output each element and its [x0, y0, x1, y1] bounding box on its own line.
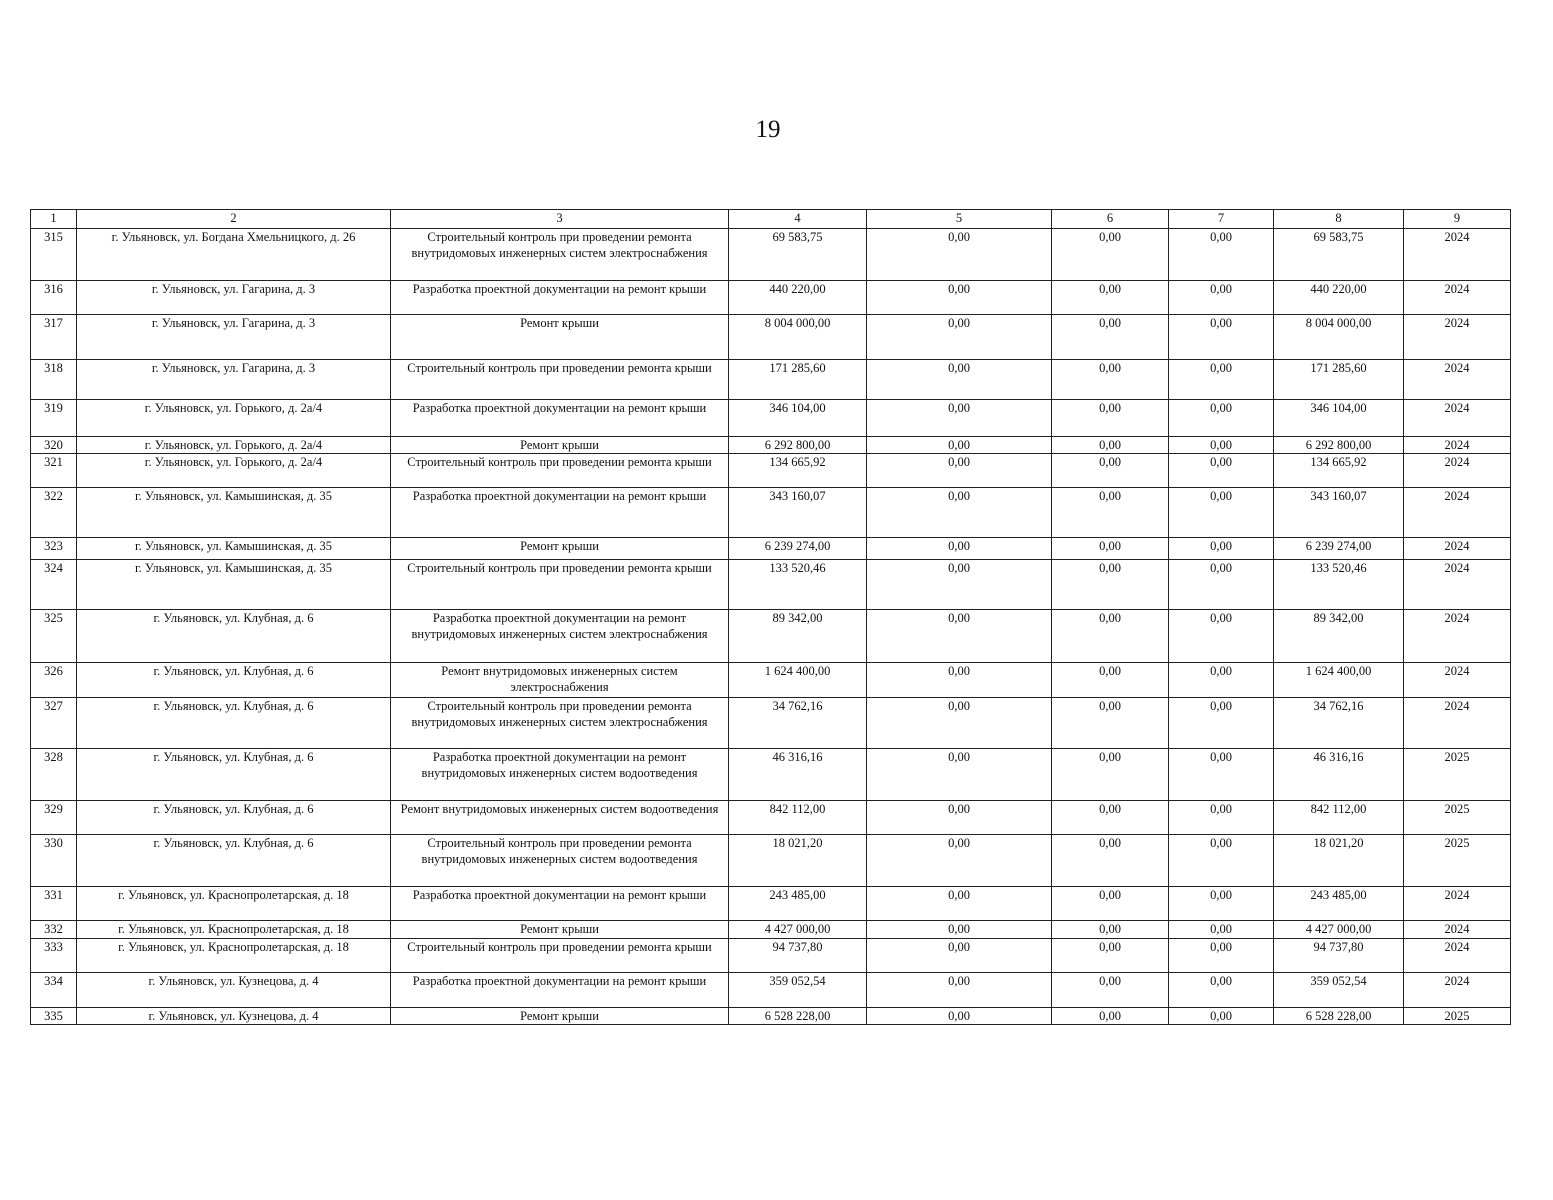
amount-col8-cell: 343 160,07 [1274, 488, 1404, 538]
amount-col4-cell: 1 624 400,00 [729, 663, 867, 698]
amount-col7-cell: 0,00 [1169, 887, 1274, 921]
table-row [31, 315, 1511, 360]
amount-col8-cell: 1 624 400,00 [1274, 663, 1404, 698]
address-cell: г. Ульяновск, ул. Горького, д. 2а/4 [77, 454, 391, 488]
address-cell: г. Ульяновск, ул. Богдана Хмельницкого, д. 26 [77, 229, 391, 281]
year-cell: 2025 [1404, 801, 1511, 835]
table-row [31, 663, 1511, 698]
year-cell: 2024 [1404, 400, 1511, 437]
row-number-cell: 332 [31, 921, 77, 939]
amount-col6-cell: 0,00 [1052, 360, 1169, 400]
amount-col7-cell: 0,00 [1169, 488, 1274, 538]
amount-col6-cell: 0,00 [1052, 400, 1169, 437]
table-row [31, 939, 1511, 973]
amount-col7-cell: 0,00 [1169, 663, 1274, 698]
amount-col6-cell: 0,00 [1052, 973, 1169, 1008]
table-row [31, 560, 1511, 610]
amount-col5-cell: 0,00 [867, 610, 1052, 663]
amount-col7-cell: 0,00 [1169, 801, 1274, 835]
work-type-cell: Строительный контроль при проведении ремонта крыши [391, 360, 729, 400]
address-cell: г. Ульяновск, ул. Кузнецова, д. 4 [77, 973, 391, 1008]
work-type-cell: Разработка проектной документации на ремонт крыши [391, 281, 729, 315]
amount-col5-cell: 0,00 [867, 281, 1052, 315]
amount-col8-cell: 4 427 000,00 [1274, 921, 1404, 939]
year-cell: 2024 [1404, 560, 1511, 610]
amount-col6-cell: 0,00 [1052, 939, 1169, 973]
amount-col4-cell: 343 160,07 [729, 488, 867, 538]
address-cell: г. Ульяновск, ул. Клубная, д. 6 [77, 835, 391, 887]
address-cell: г. Ульяновск, ул. Горького, д. 2а/4 [77, 437, 391, 454]
address-cell: г. Ульяновск, ул. Камышинская, д. 35 [77, 488, 391, 538]
amount-col5-cell: 0,00 [867, 973, 1052, 1008]
amount-col4-cell: 171 285,60 [729, 360, 867, 400]
year-cell: 2024 [1404, 360, 1511, 400]
amount-col7-cell: 0,00 [1169, 973, 1274, 1008]
year-cell: 2024 [1404, 229, 1511, 281]
address-cell: г. Ульяновск, ул. Камышинская, д. 35 [77, 560, 391, 610]
table-header [31, 210, 1511, 229]
amount-col4-cell: 6 528 228,00 [729, 1008, 867, 1025]
work-type-cell: Строительный контроль при проведении ремонта крыши [391, 560, 729, 610]
amount-col5-cell: 0,00 [867, 488, 1052, 538]
address-cell: г. Ульяновск, ул. Горького, д. 2а/4 [77, 400, 391, 437]
amount-col6-cell: 0,00 [1052, 560, 1169, 610]
year-cell: 2024 [1404, 437, 1511, 454]
year-cell: 2024 [1404, 315, 1511, 360]
amount-col4-cell: 46 316,16 [729, 749, 867, 801]
table-row [31, 437, 1511, 454]
amount-col6-cell: 0,00 [1052, 315, 1169, 360]
amount-col8-cell: 842 112,00 [1274, 801, 1404, 835]
row-number-cell: 327 [31, 698, 77, 749]
table-row [31, 281, 1511, 315]
amount-col5-cell: 0,00 [867, 921, 1052, 939]
work-type-cell: Ремонт крыши [391, 437, 729, 454]
amount-col7-cell: 0,00 [1169, 400, 1274, 437]
amount-col4-cell: 346 104,00 [729, 400, 867, 437]
amount-col5-cell: 0,00 [867, 454, 1052, 488]
column-header-5: 5 [867, 210, 1052, 229]
row-number-cell: 321 [31, 454, 77, 488]
year-cell: 2025 [1404, 835, 1511, 887]
amount-col4-cell: 6 239 274,00 [729, 538, 867, 560]
table-body [31, 229, 1511, 1025]
work-type-cell: Разработка проектной документации на ремонт крыши [391, 400, 729, 437]
amount-col8-cell: 18 021,20 [1274, 835, 1404, 887]
amount-col4-cell: 4 427 000,00 [729, 921, 867, 939]
amount-col5-cell: 0,00 [867, 749, 1052, 801]
amount-col6-cell: 0,00 [1052, 229, 1169, 281]
amount-col4-cell: 89 342,00 [729, 610, 867, 663]
table-row [31, 921, 1511, 939]
amount-col5-cell: 0,00 [867, 835, 1052, 887]
amount-col8-cell: 359 052,54 [1274, 973, 1404, 1008]
amount-col6-cell: 0,00 [1052, 887, 1169, 921]
address-cell: г. Ульяновск, ул. Гагарина, д. 3 [77, 281, 391, 315]
amount-col4-cell: 359 052,54 [729, 973, 867, 1008]
amount-col8-cell: 440 220,00 [1274, 281, 1404, 315]
amount-col8-cell: 134 665,92 [1274, 454, 1404, 488]
amount-col7-cell: 0,00 [1169, 281, 1274, 315]
page-number: 19 [755, 116, 781, 143]
amount-col6-cell: 0,00 [1052, 454, 1169, 488]
row-number-cell: 319 [31, 400, 77, 437]
amount-col7-cell: 0,00 [1169, 454, 1274, 488]
amount-col8-cell: 346 104,00 [1274, 400, 1404, 437]
table-row [31, 698, 1511, 749]
row-number-cell: 325 [31, 610, 77, 663]
table-row [31, 973, 1511, 1008]
amount-col8-cell: 6 239 274,00 [1274, 538, 1404, 560]
amount-col5-cell: 0,00 [867, 663, 1052, 698]
row-number-cell: 315 [31, 229, 77, 281]
table-row [31, 538, 1511, 560]
amount-col6-cell: 0,00 [1052, 801, 1169, 835]
work-type-cell: Разработка проектной документации на ремонт внутридомовых инженерных систем водоотведения [391, 749, 729, 801]
table-row [31, 610, 1511, 663]
address-cell: г. Ульяновск, ул. Клубная, д. 6 [77, 663, 391, 698]
column-header-8: 8 [1274, 210, 1404, 229]
address-cell: г. Ульяновск, ул. Краснопролетарская, д. 18 [77, 939, 391, 973]
amount-col6-cell: 0,00 [1052, 437, 1169, 454]
amount-col4-cell: 440 220,00 [729, 281, 867, 315]
amount-col8-cell: 243 485,00 [1274, 887, 1404, 921]
amount-col8-cell: 94 737,80 [1274, 939, 1404, 973]
row-number-cell: 320 [31, 437, 77, 454]
row-number-cell: 335 [31, 1008, 77, 1025]
work-type-cell: Разработка проектной документации на ремонт крыши [391, 973, 729, 1008]
address-cell: г. Ульяновск, ул. Краснопролетарская, д. 18 [77, 921, 391, 939]
amount-col7-cell: 0,00 [1169, 560, 1274, 610]
table-row [31, 801, 1511, 835]
table-row [31, 749, 1511, 801]
address-cell: г. Ульяновск, ул. Гагарина, д. 3 [77, 315, 391, 360]
amount-col4-cell: 34 762,16 [729, 698, 867, 749]
amount-col4-cell: 134 665,92 [729, 454, 867, 488]
work-type-cell: Строительный контроль при проведении ремонта внутридомовых инженерных систем электроснабжения [391, 229, 729, 281]
works-table [30, 209, 1511, 1025]
amount-col8-cell: 69 583,75 [1274, 229, 1404, 281]
row-number-cell: 329 [31, 801, 77, 835]
amount-col7-cell: 0,00 [1169, 749, 1274, 801]
year-cell: 2024 [1404, 939, 1511, 973]
column-header-6: 6 [1052, 210, 1169, 229]
amount-col7-cell: 0,00 [1169, 229, 1274, 281]
work-type-cell: Ремонт внутридомовых инженерных систем электроснабжения [391, 663, 729, 698]
amount-col7-cell: 0,00 [1169, 437, 1274, 454]
amount-col5-cell: 0,00 [867, 560, 1052, 610]
year-cell: 2025 [1404, 749, 1511, 801]
address-cell: г. Ульяновск, ул. Гагарина, д. 3 [77, 360, 391, 400]
work-type-cell: Строительный контроль при проведении ремонта внутридомовых инженерных систем электроснабжения [391, 698, 729, 749]
table-row [31, 835, 1511, 887]
amount-col6-cell: 0,00 [1052, 610, 1169, 663]
amount-col6-cell: 0,00 [1052, 921, 1169, 939]
row-number-cell: 323 [31, 538, 77, 560]
column-header-2: 2 [77, 210, 391, 229]
column-number-row [31, 210, 1511, 229]
amount-col4-cell: 133 520,46 [729, 560, 867, 610]
amount-col5-cell: 0,00 [867, 437, 1052, 454]
amount-col7-cell: 0,00 [1169, 538, 1274, 560]
work-type-cell: Ремонт крыши [391, 538, 729, 560]
table-row [31, 454, 1511, 488]
table-row [31, 1008, 1511, 1025]
amount-col7-cell: 0,00 [1169, 698, 1274, 749]
amount-col4-cell: 18 021,20 [729, 835, 867, 887]
amount-col8-cell: 6 292 800,00 [1274, 437, 1404, 454]
amount-col8-cell: 171 285,60 [1274, 360, 1404, 400]
amount-col5-cell: 0,00 [867, 939, 1052, 973]
row-number-cell: 333 [31, 939, 77, 973]
amount-col4-cell: 243 485,00 [729, 887, 867, 921]
row-number-cell: 318 [31, 360, 77, 400]
row-number-cell: 324 [31, 560, 77, 610]
year-cell: 2025 [1404, 1008, 1511, 1025]
amount-col4-cell: 94 737,80 [729, 939, 867, 973]
amount-col6-cell: 0,00 [1052, 1008, 1169, 1025]
amount-col5-cell: 0,00 [867, 229, 1052, 281]
address-cell: г. Ульяновск, ул. Краснопролетарская, д. 18 [77, 887, 391, 921]
column-header-1: 1 [31, 210, 77, 229]
work-type-cell: Строительный контроль при проведении ремонта крыши [391, 454, 729, 488]
amount-col5-cell: 0,00 [867, 538, 1052, 560]
amount-col7-cell: 0,00 [1169, 1008, 1274, 1025]
amount-col5-cell: 0,00 [867, 360, 1052, 400]
address-cell: г. Ульяновск, ул. Камышинская, д. 35 [77, 538, 391, 560]
row-number-cell: 316 [31, 281, 77, 315]
table-row [31, 400, 1511, 437]
row-number-cell: 331 [31, 887, 77, 921]
year-cell: 2024 [1404, 538, 1511, 560]
table-row [31, 488, 1511, 538]
work-type-cell: Разработка проектной документации на ремонт крыши [391, 887, 729, 921]
amount-col7-cell: 0,00 [1169, 835, 1274, 887]
column-header-7: 7 [1169, 210, 1274, 229]
work-type-cell: Ремонт крыши [391, 921, 729, 939]
year-cell: 2024 [1404, 488, 1511, 538]
amount-col6-cell: 0,00 [1052, 663, 1169, 698]
amount-col6-cell: 0,00 [1052, 698, 1169, 749]
work-type-cell: Разработка проектной документации на ремонт внутридомовых инженерных систем электроснабжения [391, 610, 729, 663]
year-cell: 2024 [1404, 887, 1511, 921]
amount-col8-cell: 34 762,16 [1274, 698, 1404, 749]
amount-col5-cell: 0,00 [867, 315, 1052, 360]
amount-col7-cell: 0,00 [1169, 610, 1274, 663]
work-type-cell: Строительный контроль при проведении ремонта внутридомовых инженерных систем водоотведения [391, 835, 729, 887]
amount-col4-cell: 842 112,00 [729, 801, 867, 835]
year-cell: 2024 [1404, 610, 1511, 663]
amount-col8-cell: 133 520,46 [1274, 560, 1404, 610]
amount-col8-cell: 6 528 228,00 [1274, 1008, 1404, 1025]
amount-col8-cell: 8 004 000,00 [1274, 315, 1404, 360]
address-cell: г. Ульяновск, ул. Клубная, д. 6 [77, 801, 391, 835]
year-cell: 2024 [1404, 921, 1511, 939]
address-cell: г. Ульяновск, ул. Клубная, д. 6 [77, 610, 391, 663]
amount-col8-cell: 89 342,00 [1274, 610, 1404, 663]
address-cell: г. Ульяновск, ул. Кузнецова, д. 4 [77, 1008, 391, 1025]
year-cell: 2024 [1404, 281, 1511, 315]
table-row [31, 887, 1511, 921]
amount-col8-cell: 46 316,16 [1274, 749, 1404, 801]
year-cell: 2024 [1404, 454, 1511, 488]
amount-col6-cell: 0,00 [1052, 538, 1169, 560]
amount-col7-cell: 0,00 [1169, 315, 1274, 360]
amount-col5-cell: 0,00 [867, 698, 1052, 749]
work-type-cell: Разработка проектной документации на ремонт крыши [391, 488, 729, 538]
work-type-cell: Ремонт крыши [391, 315, 729, 360]
amount-col7-cell: 0,00 [1169, 360, 1274, 400]
amount-col5-cell: 0,00 [867, 801, 1052, 835]
row-number-cell: 328 [31, 749, 77, 801]
work-type-cell: Ремонт внутридомовых инженерных систем водоотведения [391, 801, 729, 835]
column-header-9: 9 [1404, 210, 1511, 229]
year-cell: 2024 [1404, 698, 1511, 749]
row-number-cell: 330 [31, 835, 77, 887]
column-header-3: 3 [391, 210, 729, 229]
amount-col5-cell: 0,00 [867, 400, 1052, 437]
table-row [31, 360, 1511, 400]
work-type-cell: Ремонт крыши [391, 1008, 729, 1025]
row-number-cell: 326 [31, 663, 77, 698]
amount-col6-cell: 0,00 [1052, 281, 1169, 315]
amount-col4-cell: 69 583,75 [729, 229, 867, 281]
year-cell: 2024 [1404, 663, 1511, 698]
amount-col5-cell: 0,00 [867, 887, 1052, 921]
row-number-cell: 334 [31, 973, 77, 1008]
amount-col7-cell: 0,00 [1169, 939, 1274, 973]
amount-col6-cell: 0,00 [1052, 749, 1169, 801]
column-header-4: 4 [729, 210, 867, 229]
row-number-cell: 317 [31, 315, 77, 360]
amount-col4-cell: 6 292 800,00 [729, 437, 867, 454]
amount-col4-cell: 8 004 000,00 [729, 315, 867, 360]
amount-col6-cell: 0,00 [1052, 835, 1169, 887]
address-cell: г. Ульяновск, ул. Клубная, д. 6 [77, 698, 391, 749]
year-cell: 2024 [1404, 973, 1511, 1008]
row-number-cell: 322 [31, 488, 77, 538]
amount-col5-cell: 0,00 [867, 1008, 1052, 1025]
amount-col6-cell: 0,00 [1052, 488, 1169, 538]
work-type-cell: Строительный контроль при проведении ремонта крыши [391, 939, 729, 973]
amount-col7-cell: 0,00 [1169, 921, 1274, 939]
table-row [31, 229, 1511, 281]
address-cell: г. Ульяновск, ул. Клубная, д. 6 [77, 749, 391, 801]
